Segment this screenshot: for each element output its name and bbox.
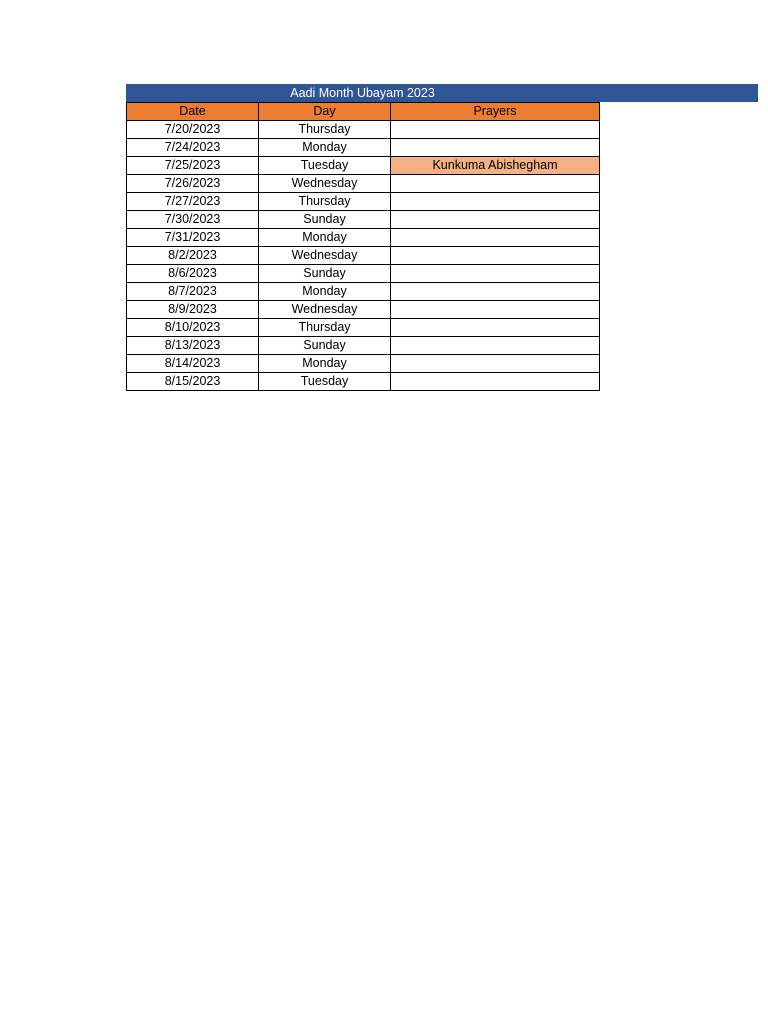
header-date[interactable]: Date — [127, 103, 259, 121]
cell-date[interactable]: 7/25/2023 — [127, 157, 259, 175]
cell-day[interactable]: Sunday — [259, 265, 391, 283]
cell-date[interactable]: 8/6/2023 — [127, 265, 259, 283]
cell-prayers[interactable] — [391, 247, 600, 265]
table-row — [127, 319, 600, 337]
cell-date[interactable]: 8/2/2023 — [127, 247, 259, 265]
cell-day[interactable]: Monday — [259, 355, 391, 373]
ubayam-table — [126, 102, 600, 391]
cell-day[interactable]: Wednesday — [259, 175, 391, 193]
table-row — [127, 301, 600, 319]
cell-day[interactable]: Monday — [259, 283, 391, 301]
ubayam-sheet — [126, 84, 758, 391]
cell-date[interactable]: 8/15/2023 — [127, 373, 259, 391]
table-row — [127, 175, 600, 193]
table-row — [127, 229, 600, 247]
cell-date[interactable]: 7/30/2023 — [127, 211, 259, 229]
cell-prayers[interactable] — [391, 319, 600, 337]
cell-prayers[interactable] — [391, 175, 600, 193]
sheet-title-bar — [126, 84, 758, 102]
cell-day[interactable]: Thursday — [259, 121, 391, 139]
cell-date[interactable]: 7/31/2023 — [127, 229, 259, 247]
cell-day[interactable]: Monday — [259, 139, 391, 157]
cell-prayers[interactable] — [391, 193, 600, 211]
cell-prayers[interactable] — [391, 373, 600, 391]
table-body — [127, 121, 600, 391]
cell-day[interactable]: Wednesday — [259, 301, 391, 319]
cell-day[interactable]: Thursday — [259, 319, 391, 337]
table-row — [127, 139, 600, 157]
cell-day[interactable]: Monday — [259, 229, 391, 247]
cell-day[interactable]: Thursday — [259, 193, 391, 211]
sheet-title: Aadi Month Ubayam 2023 — [290, 86, 435, 100]
cell-day[interactable]: Sunday — [259, 337, 391, 355]
table-row — [127, 265, 600, 283]
table-row — [127, 283, 600, 301]
cell-date[interactable]: 7/20/2023 — [127, 121, 259, 139]
cell-prayers[interactable] — [391, 265, 600, 283]
cell-prayers[interactable] — [391, 337, 600, 355]
cell-prayers[interactable] — [391, 355, 600, 373]
table-row — [127, 355, 600, 373]
cell-day[interactable]: Wednesday — [259, 247, 391, 265]
cell-day[interactable]: Sunday — [259, 211, 391, 229]
header-row — [127, 103, 600, 121]
cell-date[interactable]: 7/26/2023 — [127, 175, 259, 193]
cell-date[interactable]: 8/14/2023 — [127, 355, 259, 373]
cell-prayers[interactable] — [391, 229, 600, 247]
table-row — [127, 247, 600, 265]
cell-date[interactable]: 8/7/2023 — [127, 283, 259, 301]
table-row — [127, 337, 600, 355]
cell-prayers[interactable] — [391, 139, 600, 157]
cell-prayers[interactable] — [391, 121, 600, 139]
header-day[interactable]: Day — [259, 103, 391, 121]
cell-prayers[interactable]: Kunkuma Abishegham — [391, 157, 600, 175]
cell-day[interactable]: Tuesday — [259, 157, 391, 175]
table-row — [127, 121, 600, 139]
cell-date[interactable]: 8/10/2023 — [127, 319, 259, 337]
table-row — [127, 157, 600, 175]
cell-date[interactable]: 7/24/2023 — [127, 139, 259, 157]
cell-date[interactable]: 8/13/2023 — [127, 337, 259, 355]
table-row — [127, 211, 600, 229]
cell-prayers[interactable] — [391, 301, 600, 319]
table-row — [127, 193, 600, 211]
cell-date[interactable]: 8/9/2023 — [127, 301, 259, 319]
cell-date[interactable]: 7/27/2023 — [127, 193, 259, 211]
header-prayers[interactable]: Prayers — [391, 103, 600, 121]
cell-day[interactable]: Tuesday — [259, 373, 391, 391]
table-row — [127, 373, 600, 391]
cell-prayers[interactable] — [391, 211, 600, 229]
cell-prayers[interactable] — [391, 283, 600, 301]
